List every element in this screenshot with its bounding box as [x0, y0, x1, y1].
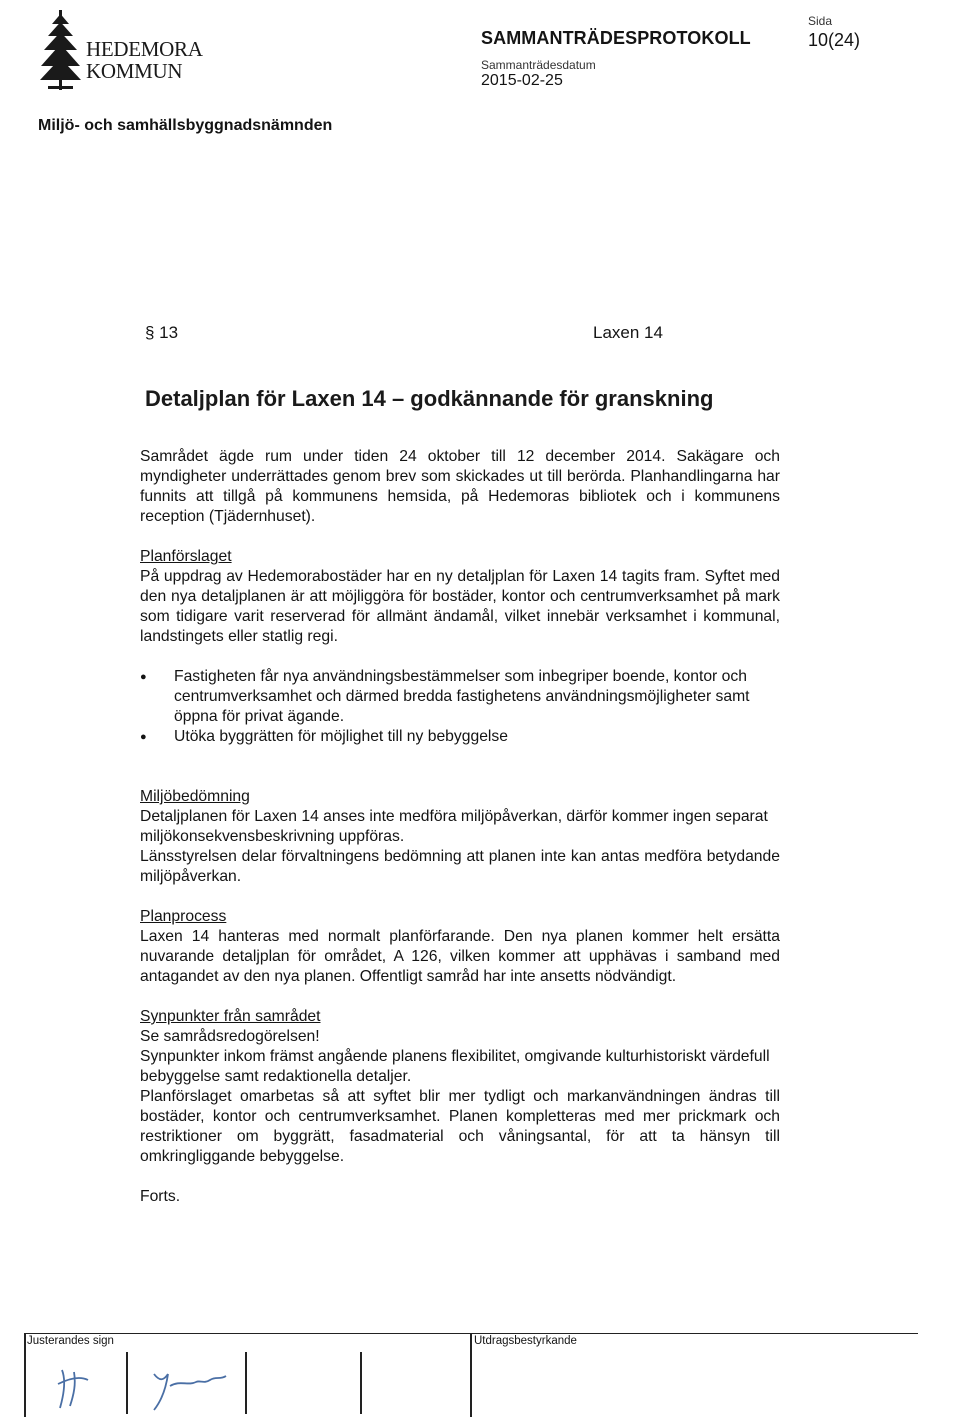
continued-note: Forts.	[140, 1188, 181, 1205]
committee-name: Miljö- och samhällsbyggnadsnämnden	[38, 117, 333, 134]
municipality-logo	[38, 8, 258, 94]
planforslaget-bullet-list	[140, 667, 780, 747]
synpunkter-text-2: Synpunkter inkom främst angående planens flexibilitet, omgivande kulturhistoriskt värdefull bebyggelse samt redaktionella detaljer.	[140, 1048, 770, 1085]
section-number: § 13	[145, 323, 179, 342]
synpunkter-text-3: Planförslaget omarbetas så att syftet blir mer tydligt och markanvändningen ändras till bostäder, kontor och centrumverksamhet. Planen kompletteras med mer prickmark och restriktioner om byggrätt, fasadmaterial och våningsantal, för att ta hänsyn till omkringliggande bebyggelse.	[140, 1088, 780, 1165]
synpunkter-text-1: Se samrådsredogörelsen!	[140, 1028, 320, 1045]
signature-divider	[245, 1352, 247, 1414]
page-label: Sida	[808, 14, 833, 28]
section-body	[140, 447, 780, 1207]
signature-divider	[126, 1352, 128, 1414]
meeting-date-label: Sammanträdesdatum	[481, 58, 596, 72]
section-title: Detaljplan för Laxen 14 – godkännande för granskning	[145, 386, 714, 411]
handwritten-signature-1	[40, 1350, 120, 1414]
meeting-date: 2015-02-25	[481, 72, 563, 89]
miljobedomning-text-2: Länsstyrelsen delar förvaltningens bedömning att planen inte kan antas medföra betydande miljöpåverkan.	[140, 848, 780, 885]
planforslaget-text: På uppdrag av Hedemorabostäder har en ny detaljplan för Laxen 14 tagits fram. Syftet med den nya detaljplanen är att möjliggöra för bostäder, kontor och centrumverksamhet på mark som tidigare varit reserverad för allmänt ändamål, vilket innebär verksamhet i kommunal, landstingets eller statlig regi.	[140, 568, 780, 645]
synpunkter-heading: Synpunkter från samrådet	[140, 1008, 321, 1025]
case-reference: Laxen 14	[593, 323, 663, 342]
logo-text	[86, 38, 203, 82]
org-name-line2: KOMMUN	[86, 59, 183, 83]
list-item: ● Utöka byggrätten för möjlighet till ny bebyggelse	[140, 727, 780, 747]
page-number: 10(24)	[808, 30, 861, 50]
handwritten-signature-2	[140, 1350, 240, 1414]
intro-paragraph: Samrådet ägde rum under tiden 24 oktober till 12 december 2014. Sakägare och myndigheter underrättades genom brev som skickades ut till berörda. Planhandlingarna har funnits att tillgå på kommunens hemsida, på Hedemoras bibliotek och i kommunens reception (Tjädernhuset).	[140, 448, 780, 525]
utdragsbestyrkande-label: Utdragsbestyrkande	[474, 1335, 577, 1347]
org-name-line1: HEDEMORA	[86, 37, 203, 61]
pine-tree-emblem-icon	[38, 8, 84, 94]
signature-divider	[470, 1333, 472, 1417]
miljobedomning-text-1: Detaljplanen för Laxen 14 anses inte medföra miljöpåverkan, därför kommer ingen separat miljökonsekvensbeskrivning uppföras.	[140, 808, 768, 845]
document-type: SAMMANTRÄDESPROTOKOLL	[481, 28, 751, 48]
planprocess-text: Laxen 14 hanteras med normalt planförfarande. Den nya planen kommer helt ersätta nuvarande detaljplan för området, A 126, vilken kommer att upphävas i samband med antagandet av den nya planen. Offentligt samråd har inte ansetts nödvändigt.	[140, 928, 780, 985]
miljobedomning-heading: Miljöbedömning	[140, 788, 250, 805]
signature-divider	[24, 1333, 26, 1417]
list-item: ● Fastigheten får nya användningsbestämmelser som inbegriper boende, kontor och centrumverksamhet och därmed bredda fastighetens användningsmöjligheter samt öppna för privat ägande.	[140, 667, 780, 727]
planforslaget-heading: Planförslaget	[140, 548, 232, 565]
planprocess-heading: Planprocess	[140, 908, 227, 925]
justerandes-sign-label: Justerandes sign	[27, 1335, 114, 1347]
signature-divider	[360, 1352, 362, 1414]
